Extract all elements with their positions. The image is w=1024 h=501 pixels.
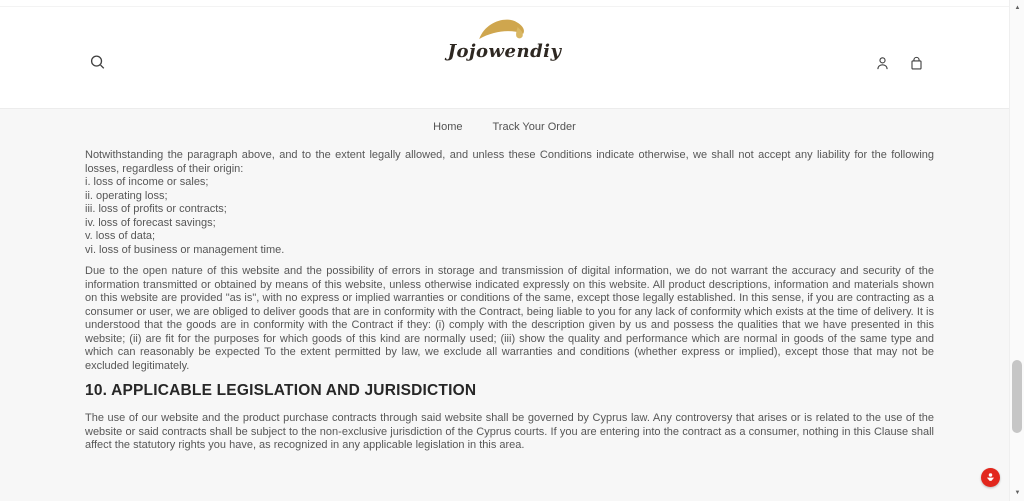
search-button[interactable] xyxy=(84,49,111,76)
list-item: v. loss of data; xyxy=(85,230,156,242)
search-icon xyxy=(88,60,107,75)
scrollbar-thumb[interactable] xyxy=(1012,360,1022,433)
account-icon xyxy=(874,60,891,75)
main-nav xyxy=(0,109,1009,145)
list-item: ii. operating loss; xyxy=(85,189,168,202)
nav-link-track-order[interactable]: Track Your Order xyxy=(492,121,576,133)
scrollbar-up-arrow[interactable]: ▲ xyxy=(1010,1,1024,15)
section-heading: 10. APPLICABLE LEGISLATION AND JURISDICTION xyxy=(85,382,477,399)
list-item: iii. loss of profits or contracts; xyxy=(85,203,227,215)
top-strip xyxy=(0,0,1009,7)
terms-content xyxy=(0,145,1009,453)
site-header xyxy=(0,7,1009,109)
cart-button[interactable] xyxy=(904,51,929,76)
account-button[interactable] xyxy=(870,51,895,76)
site-logo[interactable] xyxy=(448,15,562,62)
vertical-scrollbar[interactable] xyxy=(1009,0,1024,501)
jurisdiction-paragraph: The use of our website and the product purchase contracts through said website shall be governed by Cyprus law. Any controversy that arises or is related to the use of the website or said contracts shall be subject to the non-exclusive jurisdiction of the Cyprus courts. If you are entering into the contract as a consumer, nothing in this Clause shall affect the statutory rights you have, as recognized in any applicable legislation in this area. xyxy=(85,412,934,451)
shopping-bag-icon xyxy=(908,60,925,75)
floating-widget-button[interactable] xyxy=(981,468,1000,487)
liability-intro-paragraph: Notwithstanding the paragraph above, and to the extent legally allowed, and unless these Conditions indicate otherwise, we shall not accept any liability for the following losses, regardless of their origin: xyxy=(85,149,934,175)
losses-list xyxy=(85,176,934,257)
nav-link-home[interactable]: Home xyxy=(433,121,463,133)
list-item: iv. loss of forecast savings; xyxy=(85,216,216,229)
list-item: i. loss of income or sales; xyxy=(85,176,209,188)
header-actions xyxy=(870,51,929,76)
list-item: vi. loss of business or management time. xyxy=(85,243,285,256)
logo-text: Jojowendiy xyxy=(447,41,562,62)
person-funnel-icon xyxy=(985,472,996,483)
disclaimer-paragraph: Due to the open nature of this website and the possibility of errors in storage and transmission of digital information, we do not warrant the accuracy and security of the information transmitted or obtained by means of this website, unless otherwise indicated expressly on this website. All product descriptions, information and materials shown on this website are provided "as is", with no express or implied warranties or conditions of the same, except those legally established. In this sense, if you are contracting as a consumer or user, we are obliged to deliver goods that are in conformity with the Contract, being liable to you for any lack of conformity which exists at the time of delivery. It is understood that the goods are in conformity with the Contract if they: (i) comply with the description given by us and possess the qualities that we have presented in this website; (ii) are fit for the purposes for which goods of this kind are normally used; (iii) show the quality and performance which are normal in goods of the same type and which can reasonably be expected To the extent permitted by law, we exclude all warranties and conditions (whether express or implied), except those that may not be excluded legitimately. xyxy=(85,265,934,372)
scrollbar-down-arrow[interactable]: ▼ xyxy=(1010,486,1024,500)
